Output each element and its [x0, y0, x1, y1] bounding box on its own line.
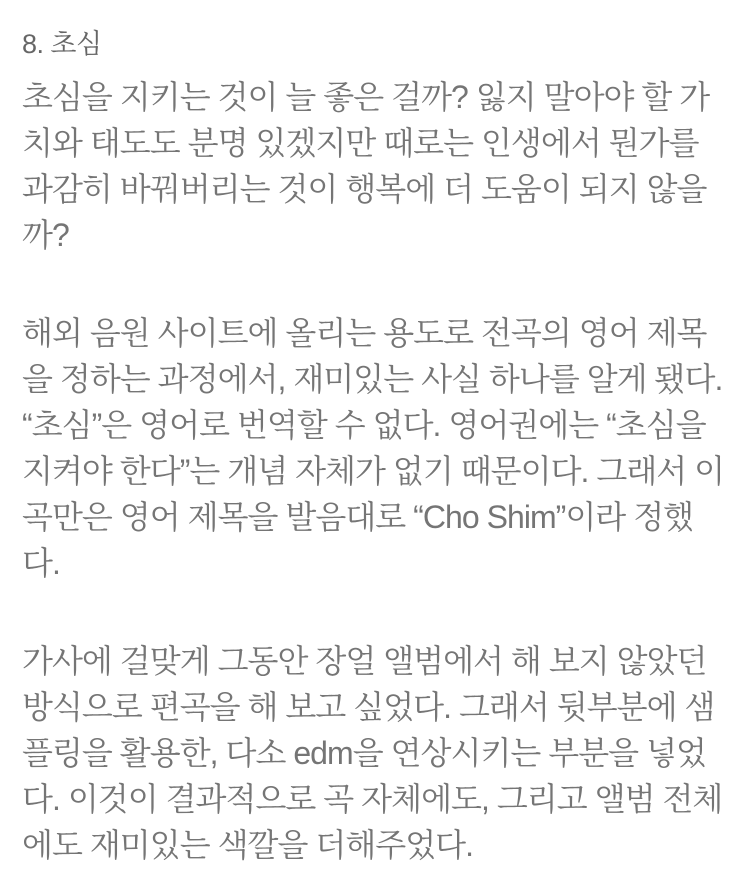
paragraph-intro: 초심을 지키는 것이 늘 좋은 걸까? 잃지 말아야 할 가치와 태도도 분명 있겠지만 때로는 인생에서 뭔가를 과감히 바꿔버리는 것이 행복에 더 도움이 되지 않을까?	[22, 79, 710, 253]
paragraph-english-title: 해외 음원 사이트에 올리는 용도로 전곡의 영어 제목을 정하는 과정에서, 재미있는 사실 하나를 알게 됐다. “초심”은 영어로 번역할 수 없다. 영어권에는 “초심을 지켜야 한다”는 개념 자체가 없기 때문이다. 그래서 이 곡만은 영어 제목을 발음대로 “Cho Shim”이라 정했다.	[22, 315, 725, 581]
paragraph-arrangement: 가사에 걸맞게 그동안 장얼 앨범에서 해 보지 않았던 방식으로 편곡을 해 보고 싶었다. 그래서 뒷부분에 샘플링을 활용한, 다소 edm을 연상시키는 부분을 넣었다. 이것이 결과적으로 곡 자체에도, 그리고 앨범 전체에도 재미있는 색깔을 더해주었다.	[22, 643, 723, 863]
track-section-heading: 8. 초심	[22, 29, 102, 59]
